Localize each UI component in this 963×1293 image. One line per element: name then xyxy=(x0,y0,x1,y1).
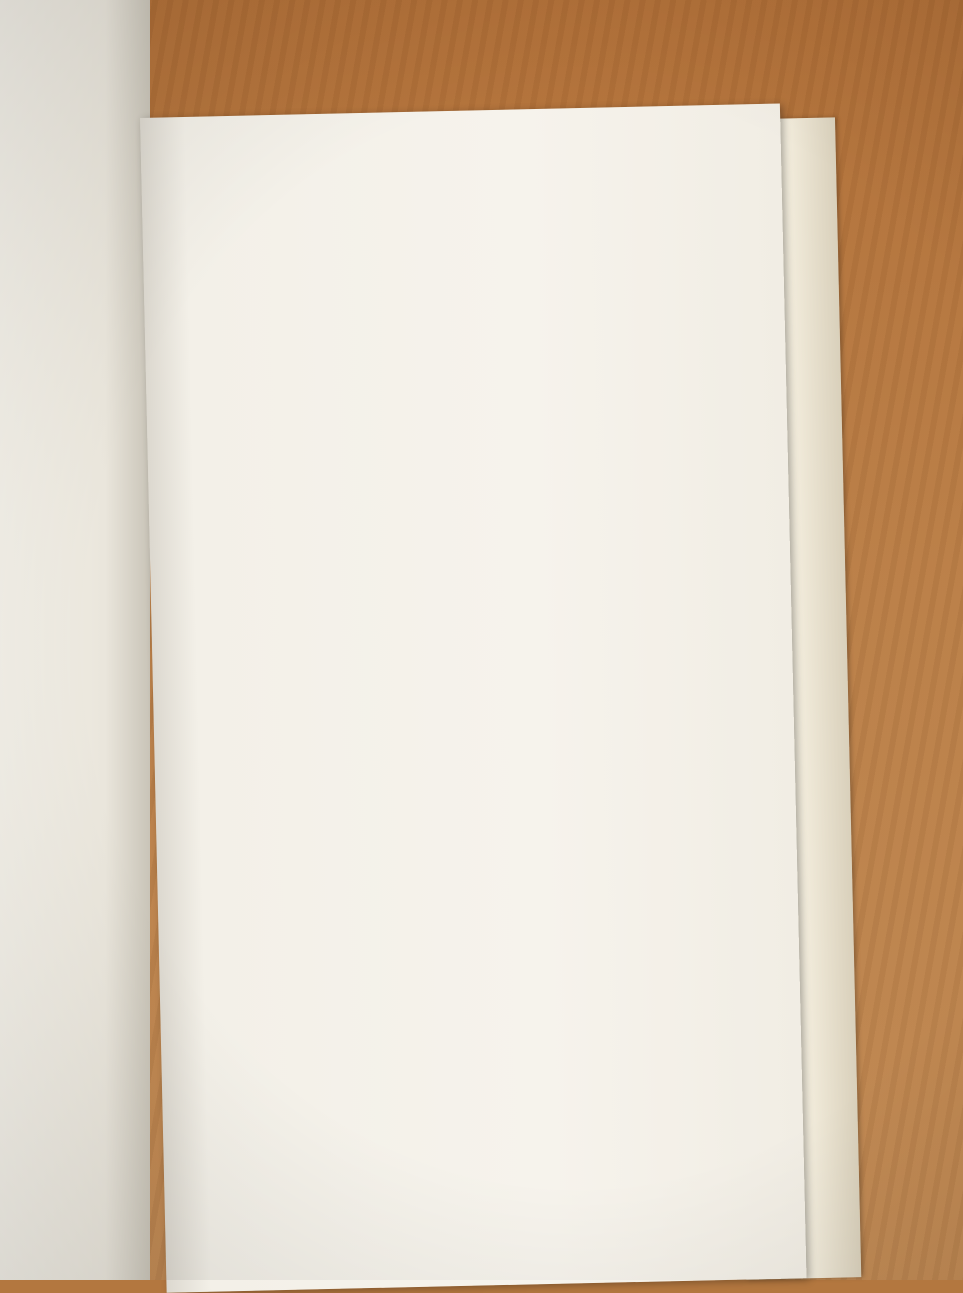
right-page xyxy=(140,103,806,1292)
left-page xyxy=(0,0,150,1280)
